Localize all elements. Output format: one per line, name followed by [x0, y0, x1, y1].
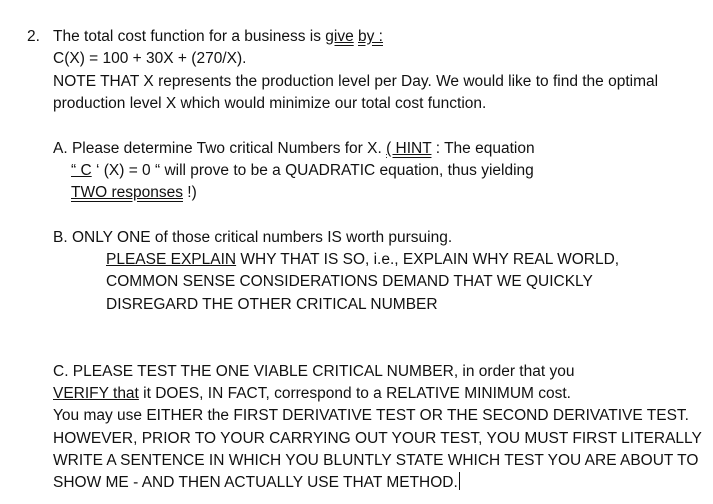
closing-paren: !): [182, 184, 197, 201]
part-b-text: WHY THAT IS SO, i.e., EXPLAIN WHY REAL WORLD,: [236, 251, 620, 268]
cost-function: C(X) = 100 + 30X + (270/X).: [53, 50, 247, 67]
text-cursor: [459, 472, 460, 490]
hint-text: : The equation: [431, 140, 535, 157]
question-number: 2.: [27, 28, 40, 45]
note-line-1: NOTE THAT X represents the production level per Day. We would like to find the optimal: [53, 73, 659, 90]
note-line-2: production level X which would minimize our total cost function.: [53, 95, 487, 112]
hint-label: ( HINT: [386, 140, 432, 157]
part-c-line-4: HOWEVER, PRIOR TO YOUR CARRYING OUT YOUR TEST, YOU MUST FIRST LITERALLY: [53, 430, 702, 447]
part-b-line-2: [106, 249, 619, 271]
intro-text: The total cost function for a business is: [53, 28, 326, 45]
part-c-line-1: C. PLEASE TEST THE ONE VIABLE CRITICAL NUMBER, in order that you: [53, 363, 575, 380]
part-c-final-text: SHOW ME - AND THEN ACTUALLY USE THAT METHOD.: [53, 474, 458, 491]
part-c-line-6: [53, 472, 460, 494]
part-b-line-1: B. ONLY ONE of those critical numbers IS worth pursuing.: [53, 229, 453, 246]
part-b-line-4: DISREGARD THE OTHER CRITICAL NUMBER: [106, 296, 438, 313]
part-c-text: it DOES, IN FACT, correspond to a RELATIVE MINIMUM cost.: [138, 385, 571, 402]
part-c-line-3: You may use EITHER the FIRST DERIVATIVE TEST OR THE SECOND DERIVATIVE TEST.: [53, 407, 689, 424]
give-word: give: [325, 28, 354, 45]
part-b-line-3: COMMON SENSE CONSIDERATIONS DEMAND THAT WE QUICKLY: [106, 273, 593, 290]
part-a-line-2: [71, 160, 534, 182]
intro-line-1: [53, 26, 383, 48]
please-explain: PLEASE EXPLAIN: [106, 251, 237, 268]
equation-text: ‘ (X) = 0 “ will prove to be a QUADRATIC equation, thus yielding: [91, 162, 534, 179]
part-a-text: A. Please determine Two critical Numbers for X.: [53, 140, 387, 157]
part-a-line-1: [53, 138, 535, 160]
by-word: by :: [358, 28, 383, 45]
part-c-line-2: [53, 383, 571, 405]
c-prime-symbol: “ C: [71, 162, 92, 179]
part-a-line-3: [71, 182, 197, 204]
verify-that: VERIFY that: [53, 385, 139, 402]
part-c-line-5: WRITE A SENTENCE IN WHICH YOU BLUNTLY STATE WHICH TEST YOU ARE ABOUT TO: [53, 452, 699, 469]
two-responses: TWO responses: [71, 184, 183, 201]
